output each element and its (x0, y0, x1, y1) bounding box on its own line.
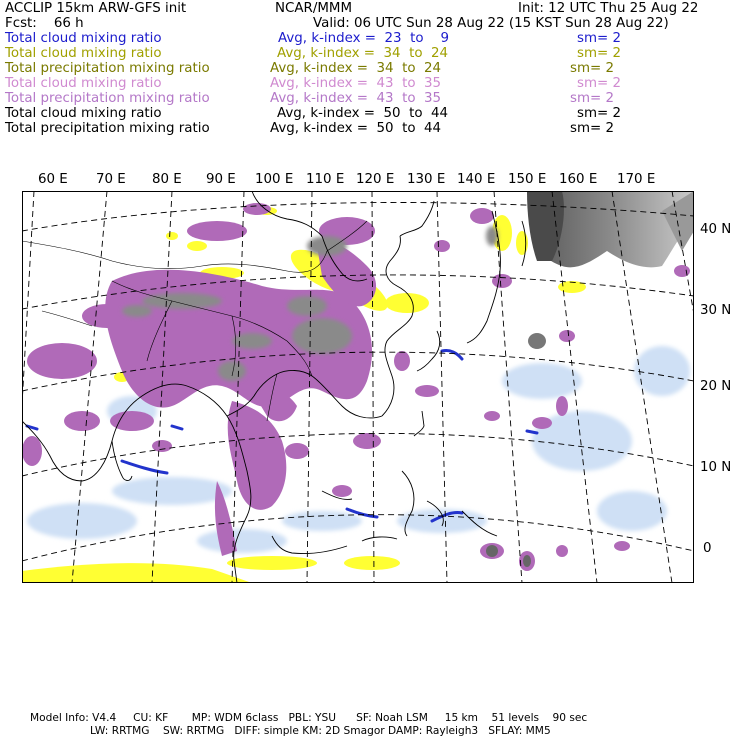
lat-label: 0 (703, 541, 712, 556)
lon-label: 170 E (617, 172, 656, 187)
field-name: Total precipitation mixing ratio (5, 91, 210, 106)
field-level-range: Avg, k-index = 50 to 44 (277, 106, 449, 121)
forecast-hour: Fcst: 66 h (5, 16, 84, 31)
lon-label: 110 E (306, 172, 345, 187)
field-name: Total cloud mixing ratio (5, 46, 162, 61)
field-name: Total cloud mixing ratio (5, 31, 162, 46)
lat-label: 30 N (700, 303, 732, 318)
lon-label: 100 E (255, 172, 294, 187)
field-level-range: Avg, k-index = 34 to 24 (277, 46, 449, 61)
field-smoothing: sm= 2 (570, 91, 615, 106)
field-smoothing: sm= 2 (570, 61, 615, 76)
valid-time: Valid: 06 UTC Sun 28 Aug 22 (15 KST Sun 28 Aug 22) (313, 16, 669, 31)
field-name: Total cloud mixing ratio (5, 76, 162, 91)
lon-label: 60 E (38, 172, 68, 187)
physics-info-line: LW: RRTMG SW: RRTMG DIFF: simple KM: 2D Smagor DAMP: Rayleigh3 SFLAY: MM5 (90, 725, 551, 737)
field-level-range: Avg, k-index = 43 to 35 (270, 76, 442, 91)
center-label: NCAR/MMM (275, 1, 353, 16)
field-level-range: Avg, k-index = 50 to 44 (270, 121, 442, 136)
model-info-line: Model Info: V4.4 CU: KF MP: WDM 6class PBL: YSU SF: Noah LSM 15 km 51 levels 90 sec (30, 712, 588, 724)
lon-label: 80 E (152, 172, 182, 187)
init-time: Init: 12 UTC Thu 25 Aug 22 (518, 1, 699, 16)
field-name: Total precipitation mixing ratio (5, 121, 210, 136)
field-level-range: Avg, k-index = 23 to 9 (278, 31, 450, 46)
field-level-range: Avg, k-index = 43 to 35 (270, 91, 442, 106)
lon-label: 140 E (457, 172, 496, 187)
lon-label: 160 E (559, 172, 598, 187)
map-svg (22, 191, 694, 583)
lat-label: 40 N (700, 222, 732, 237)
field-level-range: Avg, k-index = 34 to 24 (270, 61, 442, 76)
lat-label: 10 N (700, 460, 732, 475)
lon-label: 120 E (356, 172, 395, 187)
lat-label: 20 N (700, 379, 732, 394)
model-title: ACCLIP 15km ARW-GFS init (5, 1, 187, 16)
field-smoothing: sm= 2 (577, 76, 622, 91)
field-smoothing: sm= 2 (577, 46, 622, 61)
map-panel (22, 191, 694, 583)
lon-label: 150 E (508, 172, 547, 187)
field-smoothing: sm= 2 (577, 31, 622, 46)
field-name: Total cloud mixing ratio (5, 106, 162, 121)
lon-label: 90 E (206, 172, 236, 187)
lon-label: 70 E (96, 172, 126, 187)
field-smoothing: sm= 2 (577, 106, 622, 121)
field-smoothing: sm= 2 (570, 121, 615, 136)
lon-label: 130 E (407, 172, 446, 187)
field-name: Total precipitation mixing ratio (5, 61, 210, 76)
